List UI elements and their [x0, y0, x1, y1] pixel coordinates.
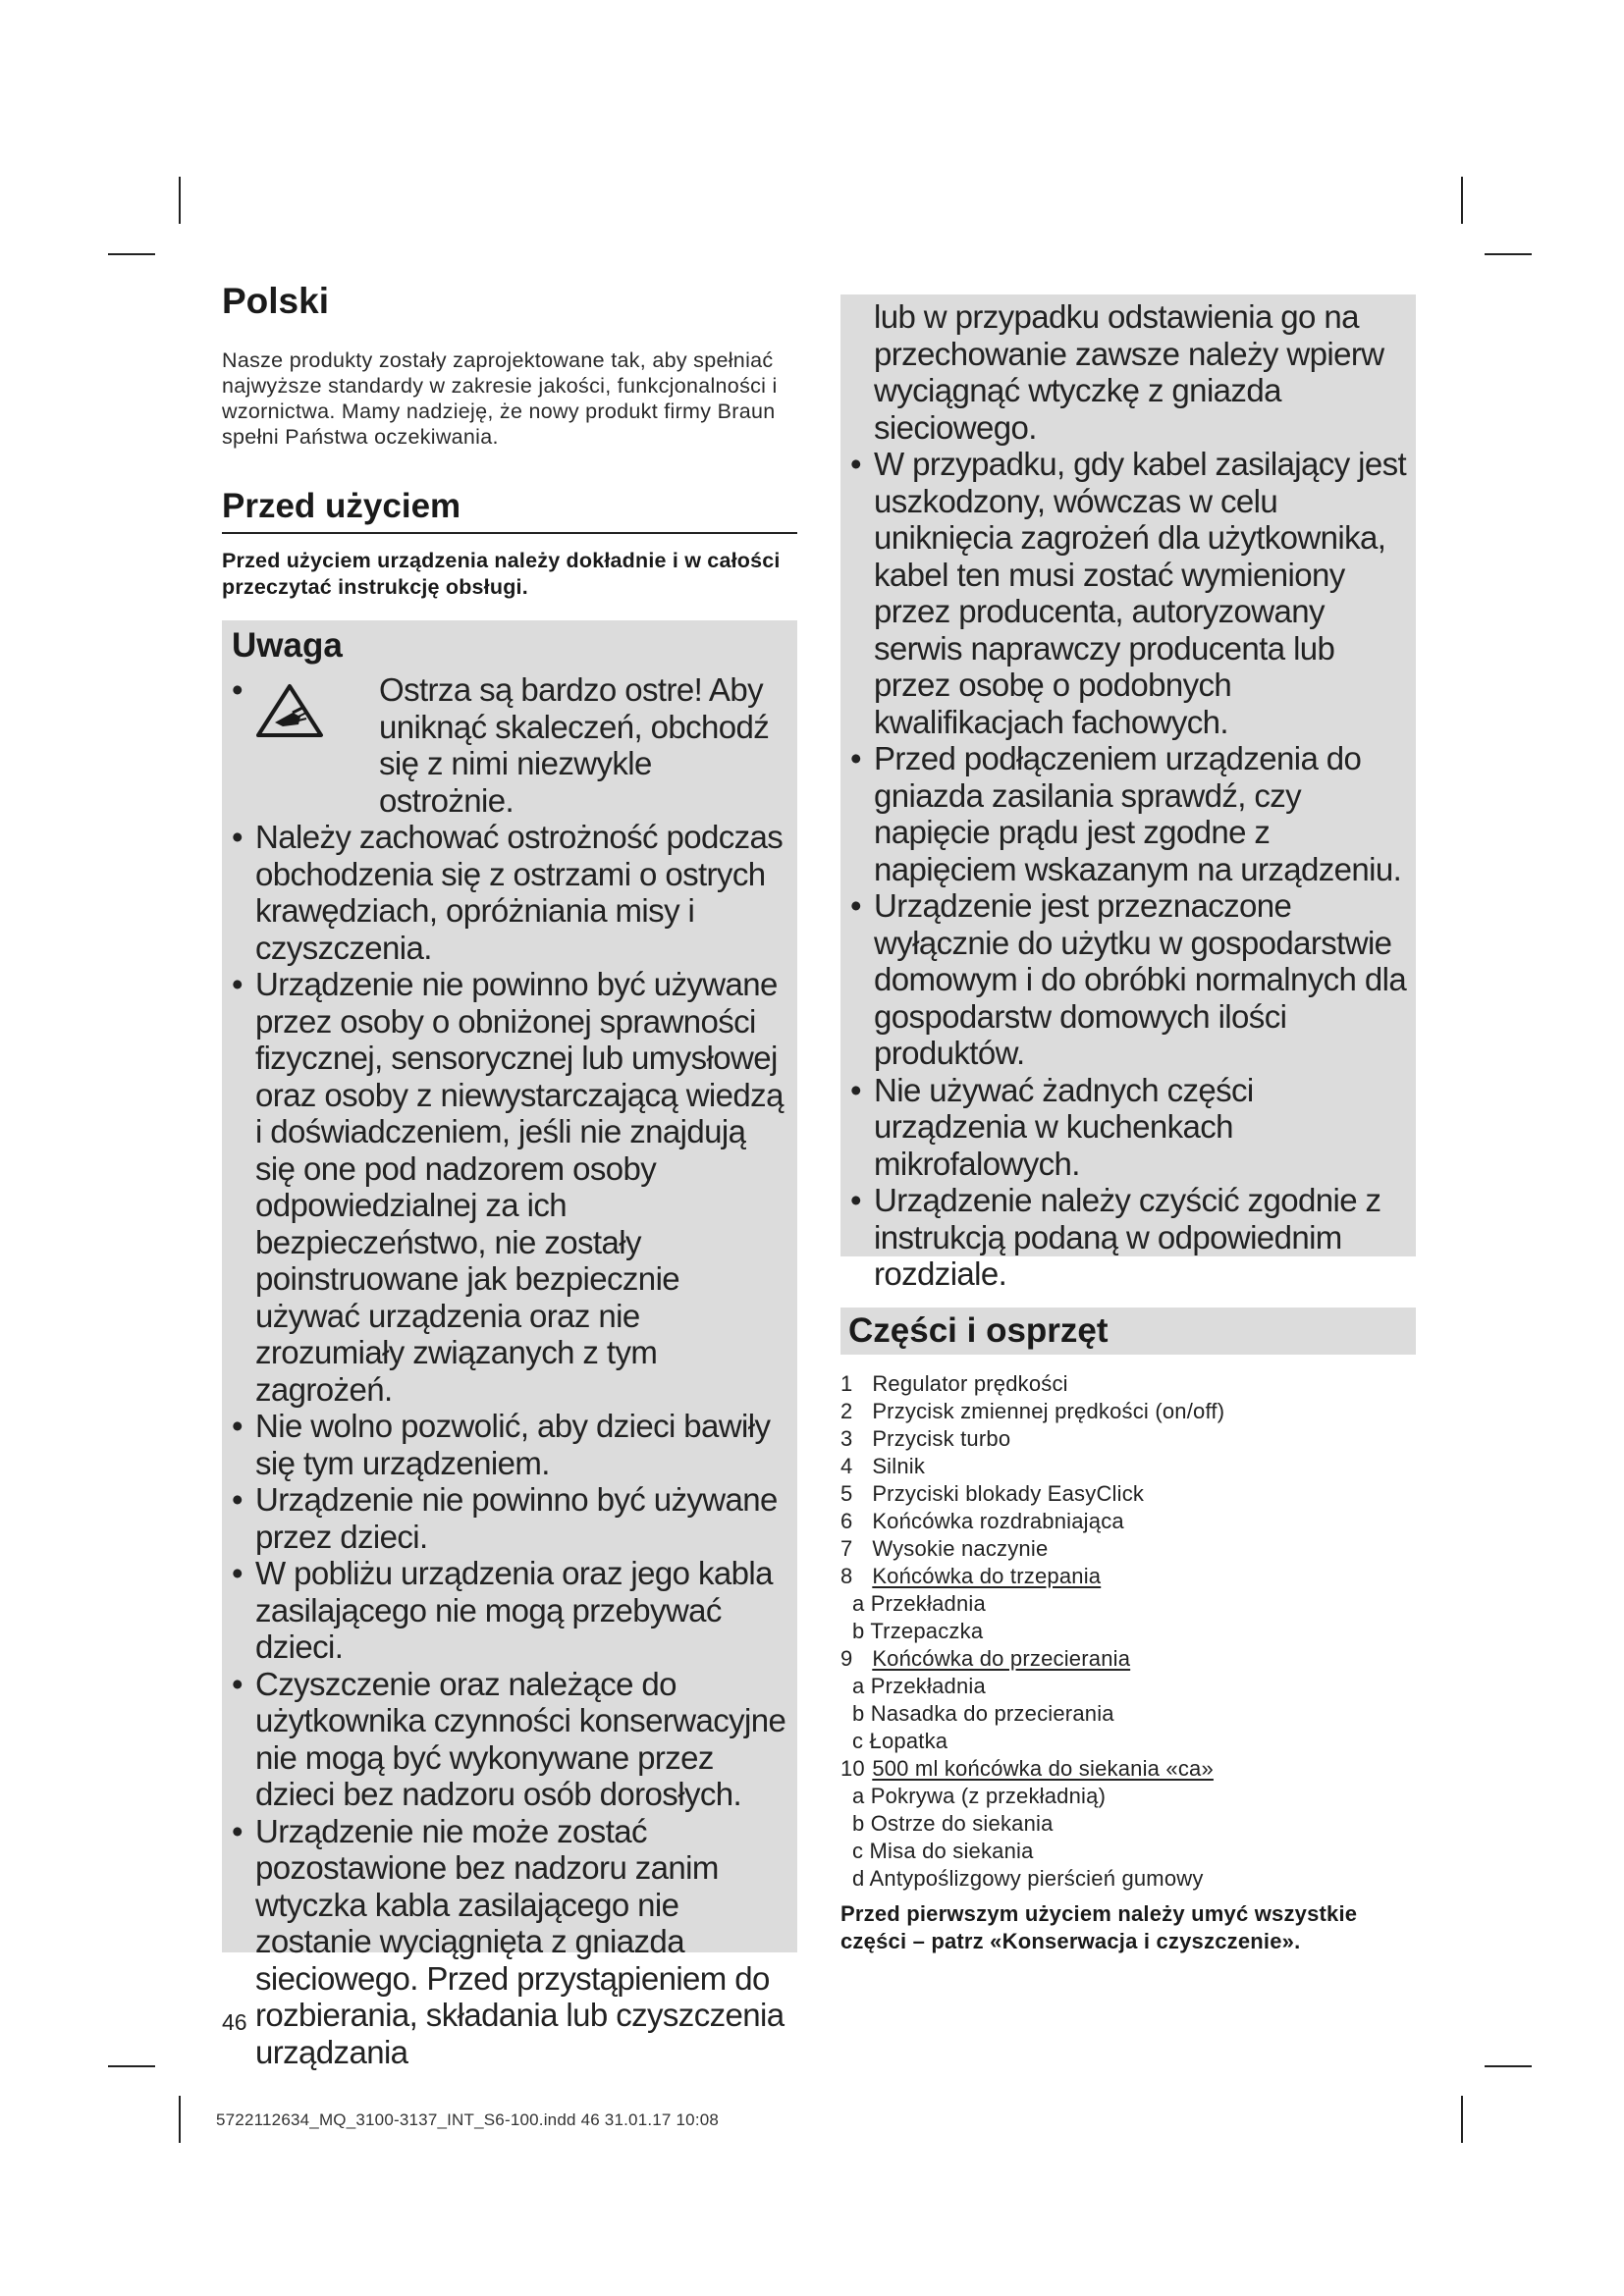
part-label: Przycisk zmiennej prędkości (on/off) — [872, 1399, 1225, 1423]
warning-item: • Urządzenie nie powinno być używane przez osoby o obniżonej sprawności fizycznej, sensorycznej lub umysłowej oraz osoby z niewystarczającą wiedzą i doświadczeniem, jeśli nie znajdują się one pod nadzorem osoby odpowiedzialnej za ich bezpieczeństwo, nie zostały poinstruowane jak bezpiecznie używać urządzenia oraz nie zrozumiały związanych z tym zagrożeń. — [232, 966, 789, 1408]
warning-continuation: lub w przypadku odstawienia go na przechowanie zawsze należy wpierw wyciągnąć wtyczkę z gniazda sieciowego. — [874, 298, 1384, 446]
part-label: Ostrze do siekania — [870, 1811, 1054, 1836]
crop-mark — [1485, 253, 1532, 255]
part-number: 7 — [840, 1536, 853, 1561]
part-item — [840, 1398, 1416, 1425]
right-column — [840, 294, 1416, 1977]
part-label: Przyciski blokady EasyClick — [872, 1481, 1145, 1506]
part-subitem — [840, 1700, 1416, 1728]
part-item — [840, 1563, 1416, 1590]
part-subitem — [840, 1838, 1416, 1865]
part-letter: c — [852, 1729, 864, 1753]
part-subitem — [840, 1618, 1416, 1645]
part-label: Wysokie naczynie — [872, 1536, 1049, 1561]
warning-list — [850, 446, 1408, 1293]
part-number: 4 — [840, 1454, 853, 1478]
part-number: 10 — [840, 1756, 865, 1781]
part-number: 3 — [840, 1426, 853, 1451]
part-label: Regulator prędkości — [872, 1371, 1068, 1396]
read-instructions-notice: Przed użyciem urządzenia należy dokładnie i w całości przeczytać instrukcję obsługi. — [222, 549, 781, 599]
crop-mark — [1461, 177, 1463, 224]
warning-item: • Czyszczenie oraz należące do użytkownika czynności konserwacyjne nie mogą być wykonywane przez dzieci bez nadzoru osób dorosłych. — [232, 1666, 789, 1813]
section-title-before-use: Przed użyciem — [222, 487, 797, 534]
part-label: Końcówka do trzepania — [872, 1564, 1102, 1588]
crop-mark — [108, 253, 155, 255]
crop-mark — [179, 2096, 181, 2143]
warning-item: • W przypadku, gdy kabel zasilający jest uszkodzony, wówczas w celu uniknięcia zagrożeń dla użytkownika, kabel ten musi zostać wymieniony przez producenta, autoryzowany serwis naprawczy producenta lub przez osobę o podobnych kwalifikacjach fachowych. — [850, 446, 1408, 740]
crop-mark — [179, 177, 181, 224]
warning-item: • Urządzenie należy czyścić zgodnie z instrukcją podaną w odpowiednim rozdziale. — [850, 1182, 1408, 1293]
warning-list — [232, 671, 789, 2070]
part-item — [840, 1535, 1416, 1563]
language-title: Polski — [222, 281, 329, 321]
first-use-note: Przed pierwszym użyciem należy umyć wszystkie części – patrz «Konserwacja i czyszczenie». — [840, 1901, 1358, 1953]
part-label: Trzepaczka — [870, 1619, 984, 1643]
part-letter: b — [852, 1811, 865, 1836]
warning-item: • W pobliżu urządzenia oraz jego kabla zasilającego nie mogą przebywać dzieci. — [232, 1555, 789, 1666]
part-number: 6 — [840, 1509, 853, 1533]
part-item — [840, 1425, 1416, 1453]
warning-text: • Ostrza są bardzo ostre! Aby uniknąć skaleczeń, obchodź się z nimi niezwykle ostrożnie. — [379, 671, 770, 819]
part-label: Silnik — [872, 1454, 926, 1478]
part-label: 500 ml końcówka do siekania «ca» — [872, 1756, 1214, 1781]
part-label: Nasadka do przecierania — [870, 1701, 1114, 1726]
part-letter: b — [852, 1619, 865, 1643]
part-letter: c — [852, 1839, 864, 1863]
part-label: Końcówka do przecierania — [872, 1646, 1131, 1671]
warning-item: • Należy zachować ostrożność podczas obchodzenia się z ostrzami o ostrych krawędziach, opróżniania misy i czyszczenia. — [232, 819, 789, 966]
print-footer: 5722112634_MQ_3100-3137_INT_S6-100.indd 46 31.01.17 10:08 — [216, 2110, 720, 2129]
part-number: 2 — [840, 1399, 853, 1423]
part-label: Końcówka rozdrabniająca — [872, 1509, 1124, 1533]
page-number: 46 — [222, 2009, 247, 2035]
part-number: 1 — [840, 1371, 853, 1396]
warning-item: • Urządzenie nie powinno być używane przez dzieci. — [232, 1481, 789, 1555]
sharp-blade-hazard-icon — [255, 683, 324, 738]
part-label: Pokrywa (z przekładnią) — [870, 1784, 1107, 1808]
part-number: 9 — [840, 1646, 853, 1671]
warning-item: • Urządzenie nie może zostać pozostawione bez nadzoru zanim wtyczka kabla zasilającego nie zostanie wyciągnięta z gniazda sieciowego. Przed przystąpieniem do rozbierania, składania lub czyszczenia urządzania — [232, 1813, 789, 2071]
warning-box-continued — [840, 294, 1416, 1292]
part-label: Przycisk turbo — [872, 1426, 1011, 1451]
part-label: Przekładnia — [870, 1674, 986, 1698]
part-item — [840, 1480, 1416, 1508]
part-item — [840, 1453, 1416, 1480]
part-letter: a — [852, 1674, 865, 1698]
part-item — [840, 1755, 1416, 1783]
part-subitem — [840, 1728, 1416, 1755]
part-subitem — [840, 1783, 1416, 1810]
warning-item — [232, 671, 789, 819]
warning-item: • Przed podłączeniem urządzenia do gniazda zasilania sprawdź, czy napięcie prądu jest zgodne z napięciem wskazanym na urządzeniu. — [850, 740, 1408, 887]
part-number: 5 — [840, 1481, 853, 1506]
part-item — [840, 1370, 1416, 1398]
warning-item: • Nie wolno pozwolić, aby dzieci bawiły się tym urządzeniem. — [232, 1408, 789, 1481]
part-letter: a — [852, 1784, 865, 1808]
warning-item: • Nie używać żadnych części urządzenia w kuchenkach mikrofalowych. — [850, 1072, 1408, 1183]
parts-section-title: Części i osprzęt — [840, 1308, 1416, 1355]
part-item — [840, 1508, 1416, 1535]
crop-mark — [108, 2065, 155, 2067]
crop-mark — [1485, 2065, 1532, 2067]
part-subitem — [840, 1673, 1416, 1700]
intro-text: Nasze produkty zostały zaprojektowane tak, aby spełniać najwyższe standardy w zakresie jakości, funkcjonalności i wzornictwa. Mamy nadzieję, że nowy produkt firmy Braun spełni Państwa oczekiwania. — [222, 348, 778, 449]
part-label: Misa do siekania — [869, 1839, 1034, 1863]
part-letter: a — [852, 1591, 865, 1616]
warning-item: • Urządzenie jest przeznaczone wyłącznie do użytku w gospodarstwie domowym i do obróbki normalnych dla gospodarstw domowych ilości produktów. — [850, 887, 1408, 1072]
warning-title: Uwaga — [232, 626, 343, 665]
part-item — [840, 1645, 1416, 1673]
part-letter: b — [852, 1701, 865, 1726]
part-label: Przekładnia — [870, 1591, 986, 1616]
part-number: 8 — [840, 1564, 853, 1588]
part-letter: d — [852, 1866, 865, 1891]
parts-list — [840, 1370, 1416, 1893]
part-label: Łopatka — [869, 1729, 948, 1753]
part-subitem — [840, 1810, 1416, 1838]
part-subitem — [840, 1865, 1416, 1893]
part-subitem — [840, 1590, 1416, 1618]
crop-mark — [1461, 2096, 1463, 2143]
part-label: Antypoślizgowy pierścień gumowy — [869, 1866, 1204, 1891]
